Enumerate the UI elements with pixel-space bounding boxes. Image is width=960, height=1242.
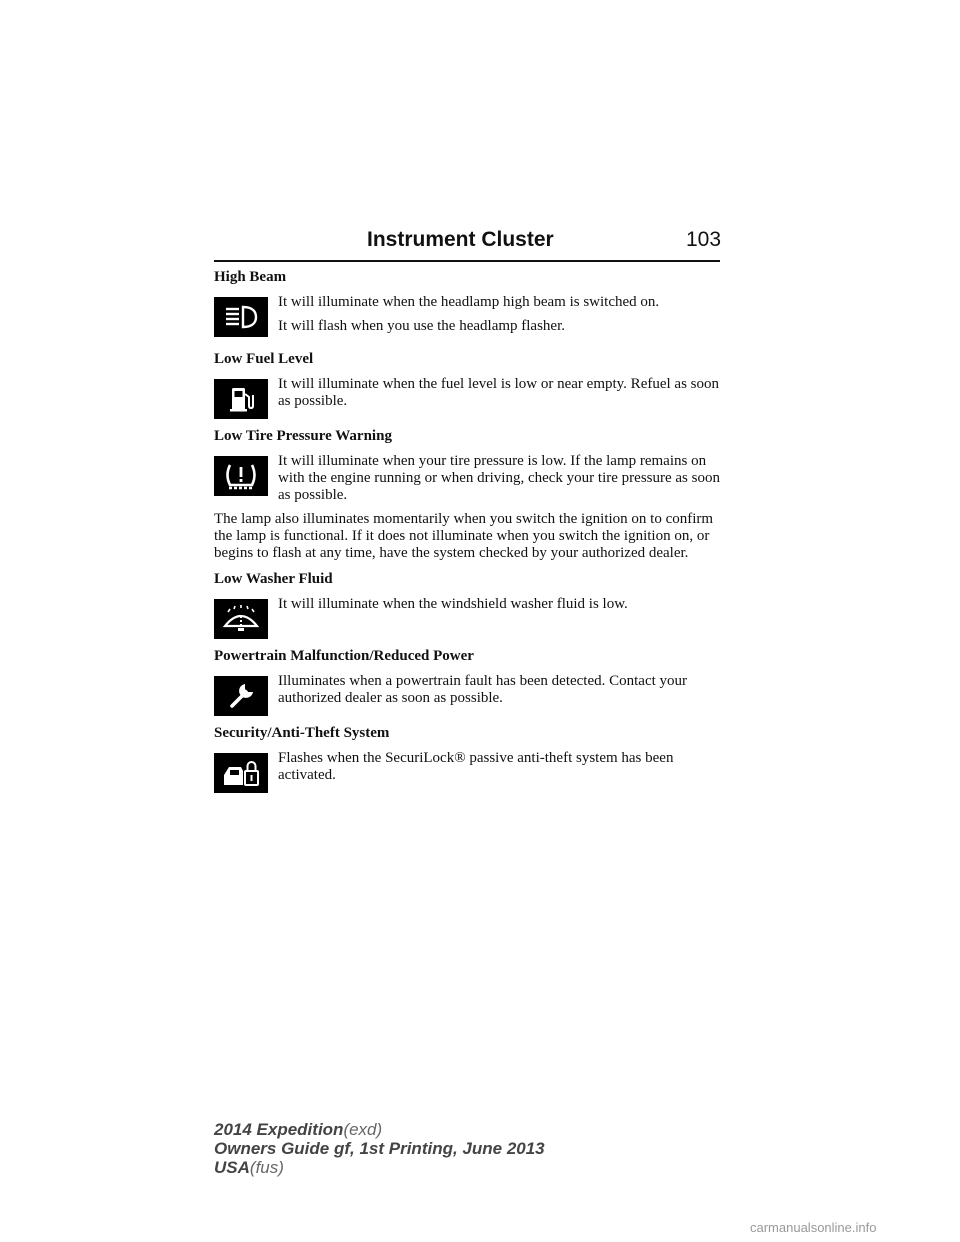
footer-market-code: (fus) — [249, 1158, 284, 1177]
section-low-washer-fluid — [214, 570, 724, 639]
footer-model: 2014 Expedition — [214, 1120, 344, 1139]
high-beam-icon — [214, 297, 268, 337]
section-high-beam — [214, 268, 724, 342]
section-text: Illuminates when a powertrain fault has been detected. Contact your authorized dealer as soon as possible. — [278, 673, 688, 706]
tire-pressure-icon — [214, 456, 268, 496]
section-text: Flashes when the SecuriLock® passive anti-theft system has been activated. — [278, 750, 674, 783]
page-title: Instrument Cluster — [367, 228, 554, 251]
section-text: It will illuminate when the windshield washer fluid is low. — [278, 596, 628, 612]
fuel-pump-icon — [214, 379, 268, 419]
section-heading: Powertrain Malfunction/Reduced Power — [214, 648, 474, 664]
page-footer — [214, 1120, 545, 1177]
section-security — [214, 724, 724, 793]
footer-model-code: (exd) — [343, 1120, 383, 1139]
section-powertrain — [214, 647, 724, 716]
section-text: It will flash when you use the headlamp flasher. — [278, 318, 566, 334]
car-lock-icon — [214, 753, 268, 793]
section-low-tire-pressure — [214, 427, 724, 562]
section-text: It will illuminate when the headlamp high beam is switched on. — [278, 294, 660, 310]
section-text: It will illuminate when your tire pressure is low. If the lamp remains on with the engine running or when driving, check your tire pressure as soon as possible. — [278, 453, 720, 503]
page-content — [214, 268, 724, 793]
section-heading: Low Fuel Level — [214, 351, 314, 367]
section-text: It will illuminate when the fuel level is low or near empty. Refuel as soon as possible. — [278, 376, 719, 409]
section-heading: Security/Anti-Theft System — [214, 725, 390, 741]
section-heading: High Beam — [214, 269, 287, 285]
watermark: carmanualsonline.info — [750, 1220, 877, 1235]
page-number: 103 — [686, 228, 722, 251]
wrench-icon — [214, 676, 268, 716]
section-heading: Low Washer Fluid — [214, 571, 333, 587]
section-heading: Low Tire Pressure Warning — [214, 428, 392, 444]
washer-fluid-icon — [214, 599, 268, 639]
section-low-fuel — [214, 350, 724, 419]
header-divider — [214, 260, 720, 262]
footer-market: USA — [214, 1158, 250, 1177]
section-paragraph: The lamp also illuminates momentarily when you switch the ignition on to confirm the lamp is functional. If it does not illuminate when you switch the ignition on, or begins to flash at any time, have the system checked by your authorized dealer. — [214, 511, 714, 561]
footer-printing: Owners Guide gf, 1st Printing, June 2013 — [214, 1139, 545, 1158]
